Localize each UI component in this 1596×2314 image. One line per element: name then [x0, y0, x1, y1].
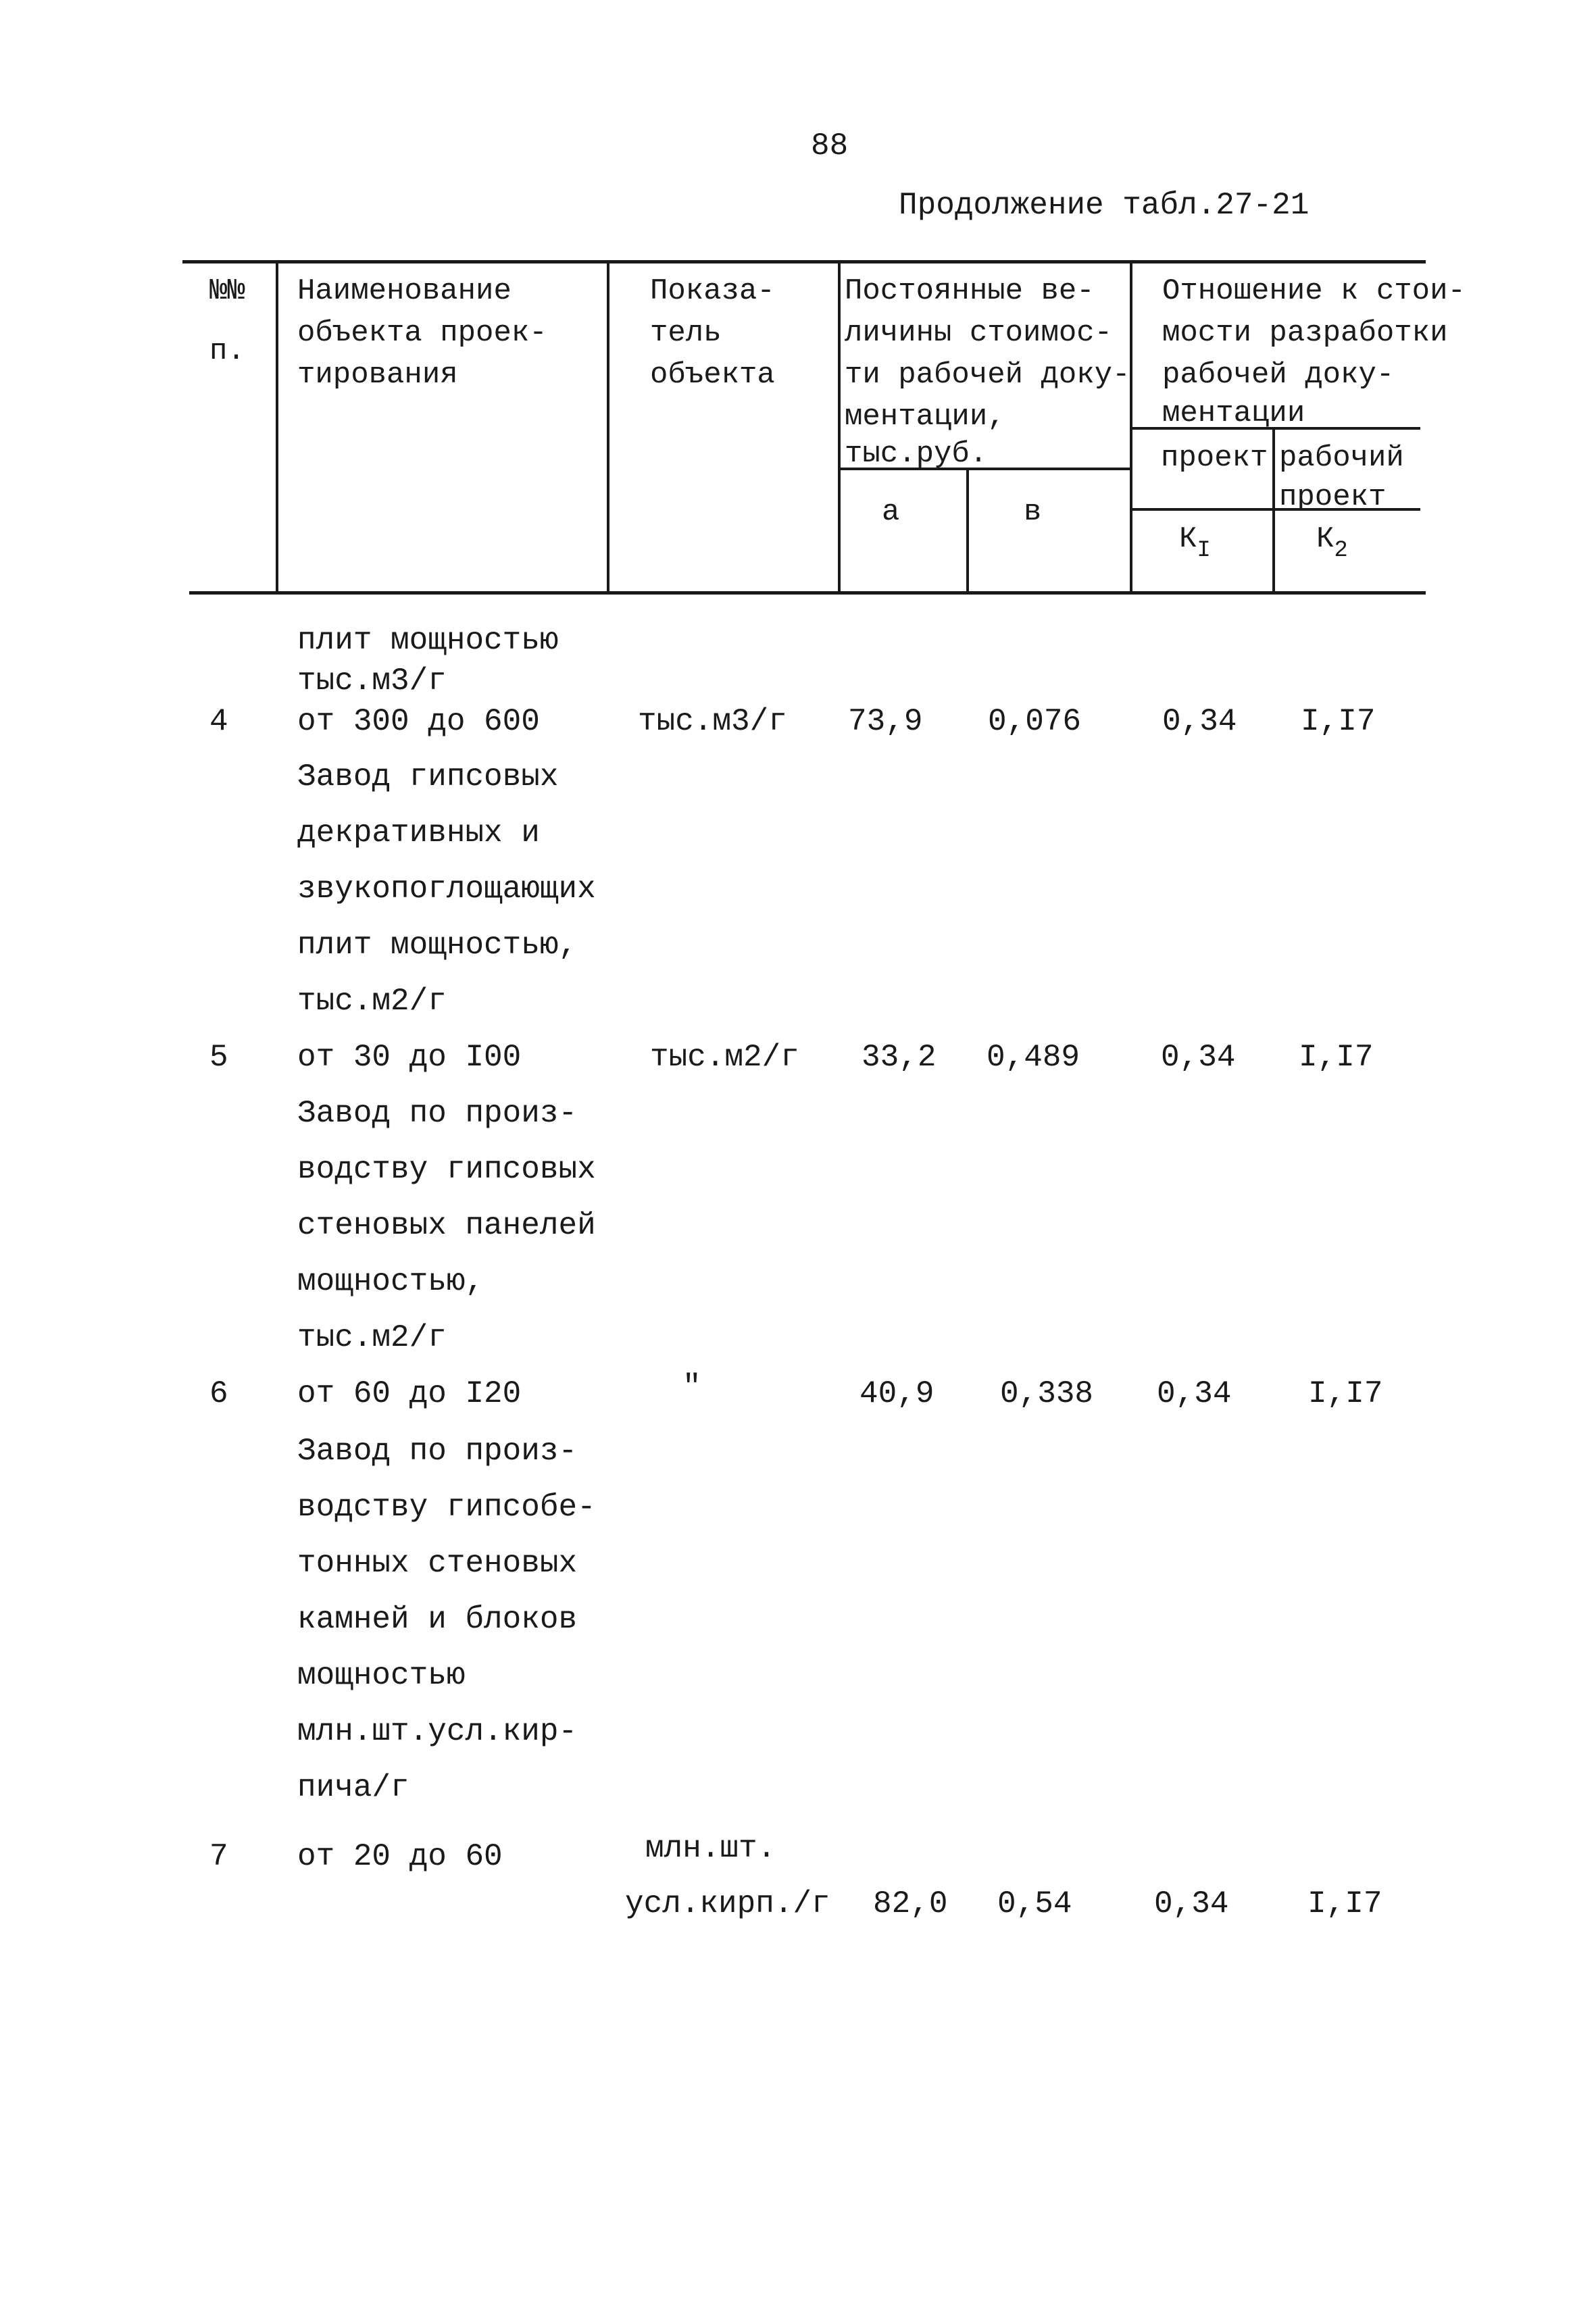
row-6-value-b: 0,338	[1000, 1376, 1094, 1411]
row-6-desc-line-4: мощностью,	[297, 1264, 484, 1299]
header-ratio-line-1: Отношение к стои-	[1162, 274, 1466, 308]
header-k2-subscript: 2	[1334, 538, 1348, 563]
header-divider-1	[276, 262, 278, 593]
row-4-k1: 0,34	[1162, 704, 1237, 739]
row-5-k1: 0,34	[1161, 1040, 1236, 1075]
row-5-indicator: тыс.м2/г	[650, 1040, 799, 1075]
header-indicator-line-2: тель	[650, 316, 722, 350]
row-7-value-b: 0,54	[997, 1886, 1072, 1921]
header-col-a: а	[882, 495, 900, 529]
header-k2	[1316, 520, 1348, 570]
row-7-indicator-line-2: усл.кирп./г	[625, 1886, 830, 1921]
row-4-k2: I,I7	[1301, 704, 1376, 739]
row-6-k1: 0,34	[1157, 1376, 1232, 1411]
header-indicator-line-3: объекта	[650, 358, 775, 392]
row-6-desc-line-2: водству гипсовых	[297, 1152, 596, 1187]
row-7-indicator-line-1: млн.шт.	[645, 1831, 776, 1866]
row-4-number: 4	[209, 704, 228, 739]
row-7-desc-line-4: камней и блоков	[297, 1602, 578, 1637]
row-5-k2: I,I7	[1299, 1040, 1374, 1075]
row-6-value-a: 40,9	[859, 1376, 934, 1411]
row-7-value-a: 82,0	[873, 1886, 948, 1921]
row-4-desc-line-1: плит мощностью	[297, 623, 559, 658]
row-6-number: 6	[209, 1376, 228, 1411]
header-const-line-2: личины стоимос-	[845, 316, 1113, 350]
row-7-desc-line-5: мощностью	[297, 1658, 466, 1693]
header-const-line-3: ти рабочей доку-	[845, 358, 1130, 392]
header-working-project-line-1: рабочий	[1279, 441, 1404, 475]
row-4-desc-line-2: тыс.м3/г	[297, 663, 447, 699]
row-6-desc-line-5: тыс.м2/г	[297, 1320, 447, 1355]
header-const-line-5: тыс.руб.	[845, 437, 988, 471]
row-5-number: 5	[209, 1040, 228, 1075]
row-7-k1: 0,34	[1154, 1886, 1229, 1921]
header-number-line-1: №№	[209, 274, 245, 308]
header-ratio-line-3: рабочей доку-	[1162, 358, 1395, 392]
row-6-desc-line-1: Завод по произ-	[297, 1096, 578, 1131]
header-name-line-3: тирования	[297, 358, 458, 392]
row-6-desc-line-3: стеновых панелей	[297, 1208, 596, 1243]
row-7-desc-line-2: водству гипсобе-	[297, 1490, 596, 1525]
header-divider-4	[966, 470, 969, 593]
row-5-value-a: 33,2	[862, 1040, 937, 1075]
row-7-k2: I,I7	[1307, 1886, 1382, 1921]
header-col-b: в	[1024, 495, 1042, 529]
row-6-k2: I,I7	[1308, 1376, 1383, 1411]
row-5-desc-line-3: звукопоглощающих	[297, 872, 596, 907]
row-7-desc-line-6: млн.шт.усл.кир-	[297, 1714, 578, 1749]
row-7-number: 7	[209, 1839, 228, 1874]
header-indicator-line-1: Показа-	[650, 274, 775, 308]
header-k1	[1179, 520, 1211, 570]
header-divider-2	[607, 262, 609, 593]
row-5-desc-line-5: тыс.м2/г	[297, 984, 447, 1019]
row-5-desc-line-4: плит мощностью,	[297, 928, 578, 963]
header-name-line-2: объекта проек-	[297, 316, 547, 350]
header-k1-base: К	[1179, 522, 1197, 556]
header-k2-base: К	[1316, 522, 1335, 556]
header-ratio-line-2: мости разработки	[1162, 316, 1448, 350]
header-project: проект	[1161, 441, 1268, 475]
header-bottom-rule	[189, 591, 1426, 595]
row-6-indicator: "	[682, 1369, 701, 1405]
row-4-range: от 300 до 600	[297, 704, 540, 739]
header-name-line-1: Наименование	[297, 274, 512, 308]
row-4-indicator: тыс.м3/г	[638, 704, 787, 739]
page-number: 88	[811, 128, 849, 164]
row-7-range: от 20 до 60	[297, 1839, 503, 1874]
header-divider-3	[838, 262, 841, 593]
header-k1-subscript: I	[1197, 538, 1211, 563]
row-4-value-b: 0,076	[988, 704, 1082, 739]
row-7-desc-line-3: тонных стеновых	[297, 1546, 578, 1581]
header-const-line-1: Постоянные ве-	[845, 274, 1095, 308]
row-4-value-a: 73,9	[848, 704, 923, 739]
row-5-desc-line-1: Завод гипсовых	[297, 759, 559, 795]
row-5-range: от 30 до I00	[297, 1040, 522, 1075]
header-ratio-line-4: ментации	[1162, 397, 1305, 430]
row-7-desc-line-7: пича/г	[297, 1770, 409, 1805]
row-6-range: от 60 до I20	[297, 1376, 522, 1411]
table-continuation-caption: Продолжение табл.27-21	[899, 188, 1310, 223]
header-const-line-4: ментации,	[845, 400, 1005, 434]
header-divider-6	[1272, 429, 1275, 593]
row-5-desc-line-2: декративных и	[297, 815, 540, 851]
header-top-rule	[182, 260, 1426, 263]
row-5-value-b: 0,489	[987, 1040, 1080, 1075]
header-working-project-line-2: проект	[1279, 480, 1387, 514]
header-number-line-2: п.	[209, 334, 245, 368]
row-7-desc-line-1: Завод по произ-	[297, 1434, 578, 1469]
